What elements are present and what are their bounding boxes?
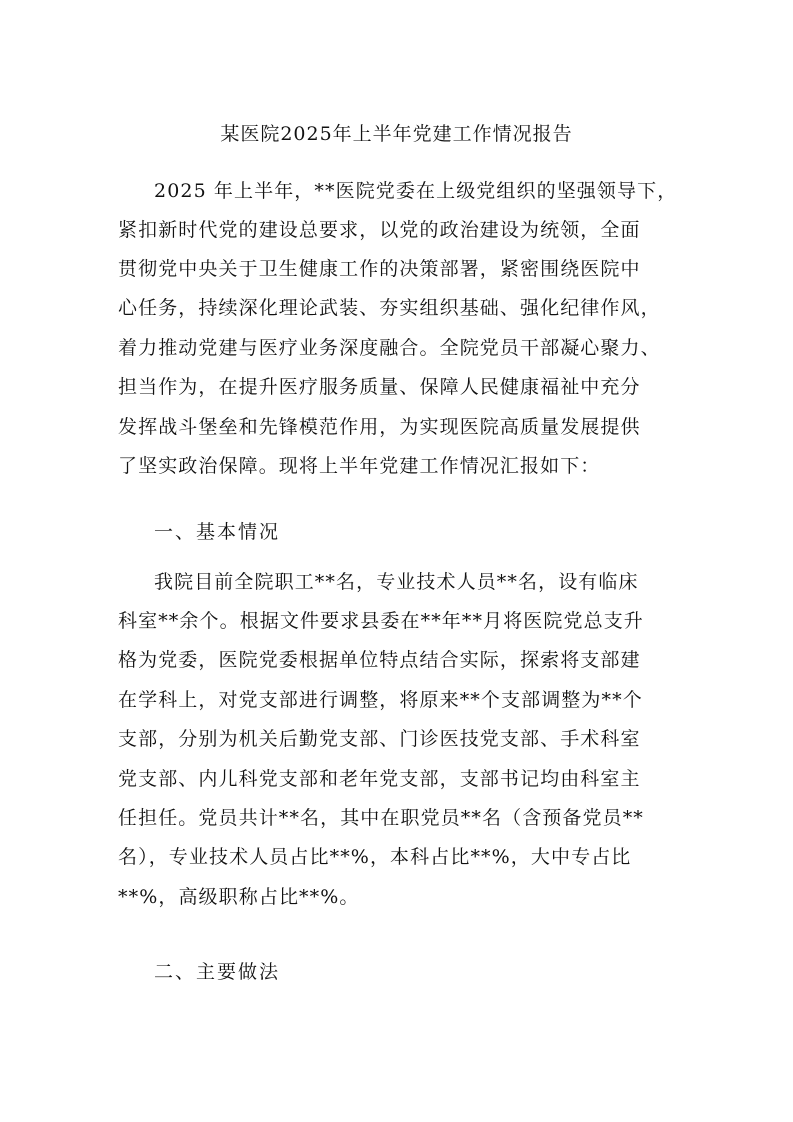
section1-line-6: 党支部、内儿科党支部和老年党支部，支部书记均由科室主 <box>118 768 641 790</box>
document-title: 某医院2025年上半年党建工作情况报告 <box>220 123 573 145</box>
section1-line-7: 任担任。党员共计**名，其中在职党员**名（含预备党员** <box>118 807 644 829</box>
intro-line-6: 担当作为，在提升医疗服务质量、保障人民健康福祉中充分 <box>118 376 641 398</box>
intro-line-7: 发挥战斗堡垒和先锋模范作用，为实现医院高质量发展提供 <box>118 416 641 438</box>
section1-line-8: 名），专业技术人员占比**%，本科占比**%，大中专占比 <box>118 846 632 868</box>
intro-line-5: 着力推动党建与医疗业务深度融合。全院党员干部凝心聚力、 <box>118 337 661 359</box>
intro-line-2: 紧扣新时代党的建设总要求，以党的政治建设为统领，全面 <box>118 219 641 241</box>
intro-line-1: 2025 年上半年，**医院党委在上级党组织的坚强领导下， <box>154 180 678 202</box>
intro-line-8: 了坚实政治保障。现将上半年党建工作情况汇报如下： <box>118 455 601 477</box>
section1-line-5: 支部，分别为机关后勤党支部、门诊医技党支部、手术科室 <box>118 728 641 750</box>
intro-line-3: 贯彻党中央关于卫生健康工作的决策部署，紧密围绕医院中 <box>118 258 641 280</box>
section-heading-practices: 二、主要做法 <box>154 961 281 983</box>
section1-line-1: 我院目前全院职工**名，专业技术人员**名，设有临床 <box>154 571 639 593</box>
section1-line-2: 科室**余个。根据文件要求县委在**年**月将医院党总支升 <box>118 610 644 632</box>
section1-line-4: 在学科上，对党支部进行调整，将原来**个支部调整为**个 <box>118 689 643 711</box>
intro-line-4: 心任务，持续深化理论武装、夯实组织基础、强化纪律作风， <box>118 297 661 319</box>
section1-line-9: **%，高级职称占比**%。 <box>118 886 360 908</box>
section1-line-3: 格为党委，医院党委根据单位特点结合实际，探索将支部建 <box>118 649 641 671</box>
section-heading-basic: 一、基本情况 <box>154 521 281 543</box>
